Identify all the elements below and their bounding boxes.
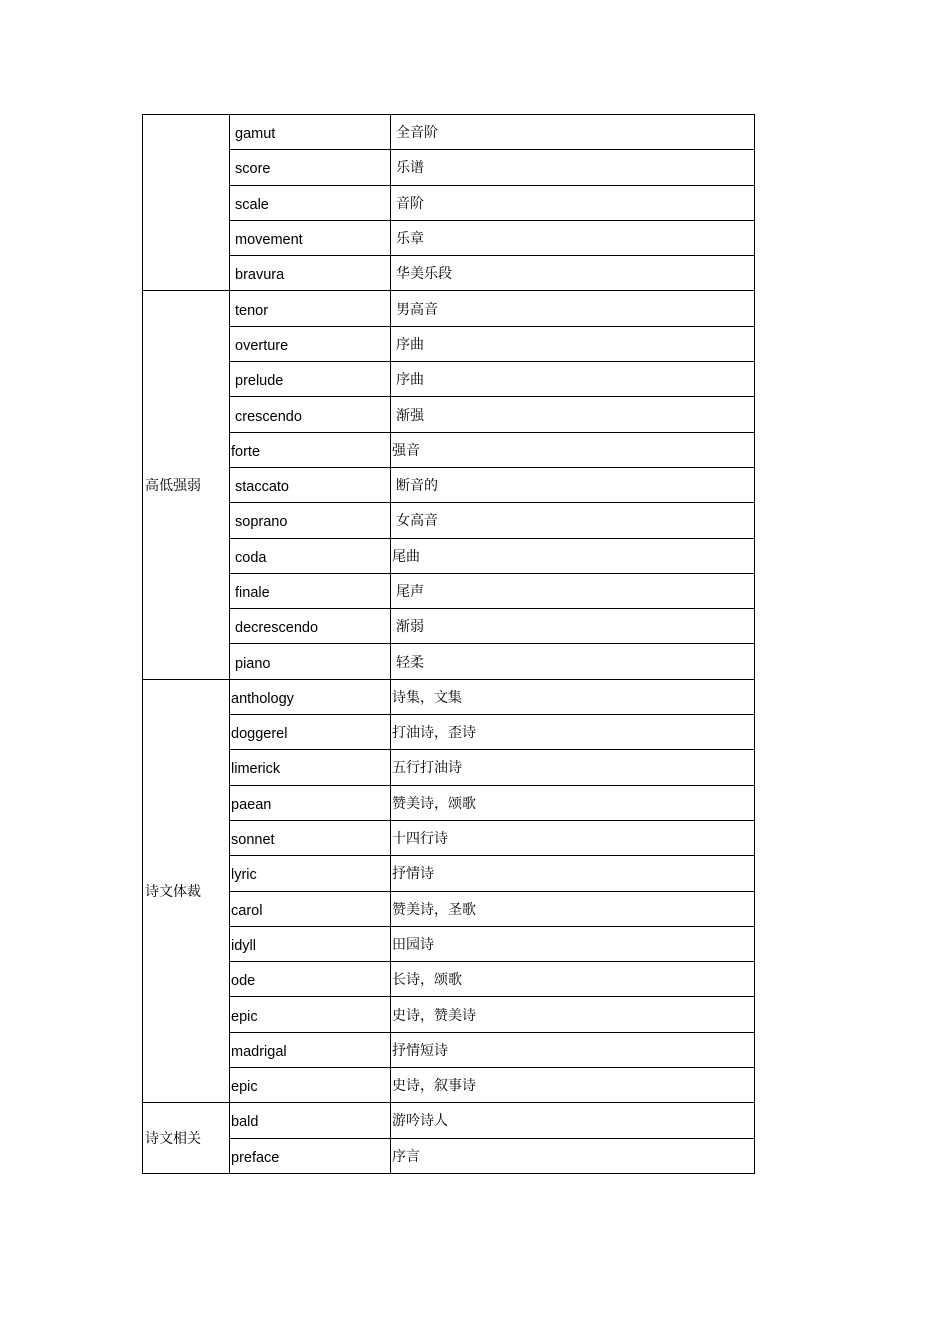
chinese-meaning-cell: 史诗，赞美诗 [391,997,755,1032]
table-row [143,291,755,326]
english-term-cell: preface [230,1138,391,1173]
english-term-cell: bravura [230,256,391,291]
table-row [143,715,755,750]
english-term-cell: forte [230,432,391,467]
english-term-cell: limerick [230,750,391,785]
table-row [143,326,755,361]
chinese-meaning-cell: 打油诗，歪诗 [391,715,755,750]
english-term-cell: piano [230,644,391,679]
chinese-meaning-cell: 乐章 [391,220,755,255]
chinese-meaning-cell: 赞美诗，圣歌 [391,891,755,926]
chinese-meaning-cell: 强音 [391,432,755,467]
english-term-cell: anthology [230,679,391,714]
category-cell: 诗文相关 [143,1103,230,1174]
english-term-cell: prelude [230,362,391,397]
chinese-meaning-cell: 女高音 [391,503,755,538]
table-row [143,856,755,891]
table-row [143,679,755,714]
english-term-cell: ode [230,962,391,997]
chinese-meaning-cell: 抒情诗 [391,856,755,891]
english-term-cell: coda [230,538,391,573]
english-term-cell: scale [230,185,391,220]
chinese-meaning-cell: 抒情短诗 [391,1032,755,1067]
chinese-meaning-cell: 十四行诗 [391,820,755,855]
table-row [143,467,755,502]
chinese-meaning-cell: 尾声 [391,573,755,608]
english-term-cell: epic [230,997,391,1032]
chinese-meaning-cell: 全音阶 [391,115,755,150]
table-row [143,538,755,573]
english-term-cell: epic [230,1068,391,1103]
chinese-meaning-cell: 游吟诗人 [391,1103,755,1138]
english-term-cell: finale [230,573,391,608]
english-term-cell: staccato [230,467,391,502]
table-row [143,997,755,1032]
table-row [143,609,755,644]
category-cell: 诗文体裁 [143,679,230,1103]
english-term-cell: idyll [230,926,391,961]
table-row [143,750,755,785]
chinese-meaning-cell: 长诗，颂歌 [391,962,755,997]
english-term-cell: movement [230,220,391,255]
english-term-cell: paean [230,785,391,820]
table-row [143,1068,755,1103]
table-row [143,785,755,820]
category-cell: 高低强弱 [143,291,230,679]
table-row [143,503,755,538]
vocabulary-table-body [143,115,755,1174]
english-term-cell: doggerel [230,715,391,750]
english-term-cell: lyric [230,856,391,891]
english-term-cell: carol [230,891,391,926]
table-row [143,1138,755,1173]
table-row [143,644,755,679]
table-row [143,926,755,961]
table-row [143,362,755,397]
table-row [143,962,755,997]
english-term-cell: madrigal [230,1032,391,1067]
table-row [143,1032,755,1067]
chinese-meaning-cell: 乐谱 [391,150,755,185]
table-row [143,573,755,608]
table-row [143,150,755,185]
chinese-meaning-cell: 序曲 [391,326,755,361]
chinese-meaning-cell: 赞美诗，颂歌 [391,785,755,820]
chinese-meaning-cell: 史诗，叙事诗 [391,1068,755,1103]
english-term-cell: score [230,150,391,185]
chinese-meaning-cell: 渐弱 [391,609,755,644]
chinese-meaning-cell: 五行打油诗 [391,750,755,785]
chinese-meaning-cell: 渐强 [391,397,755,432]
chinese-meaning-cell: 断音的 [391,467,755,502]
vocabulary-table [142,114,755,1174]
chinese-meaning-cell: 男高音 [391,291,755,326]
chinese-meaning-cell: 田园诗 [391,926,755,961]
english-term-cell: bald [230,1103,391,1138]
table-row [143,115,755,150]
english-term-cell: sonnet [230,820,391,855]
table-row [143,256,755,291]
table-row [143,185,755,220]
english-term-cell: tenor [230,291,391,326]
table-row [143,220,755,255]
chinese-meaning-cell: 华美乐段 [391,256,755,291]
chinese-meaning-cell: 音阶 [391,185,755,220]
english-term-cell: gamut [230,115,391,150]
category-cell [143,115,230,291]
chinese-meaning-cell: 尾曲 [391,538,755,573]
chinese-meaning-cell: 序曲 [391,362,755,397]
table-row [143,891,755,926]
chinese-meaning-cell: 序言 [391,1138,755,1173]
english-term-cell: decrescendo [230,609,391,644]
english-term-cell: crescendo [230,397,391,432]
table-row [143,432,755,467]
table-row [143,820,755,855]
table-row [143,397,755,432]
english-term-cell: overture [230,326,391,361]
table-row [143,1103,755,1138]
english-term-cell: soprano [230,503,391,538]
chinese-meaning-cell: 诗集，文集 [391,679,755,714]
chinese-meaning-cell: 轻柔 [391,644,755,679]
